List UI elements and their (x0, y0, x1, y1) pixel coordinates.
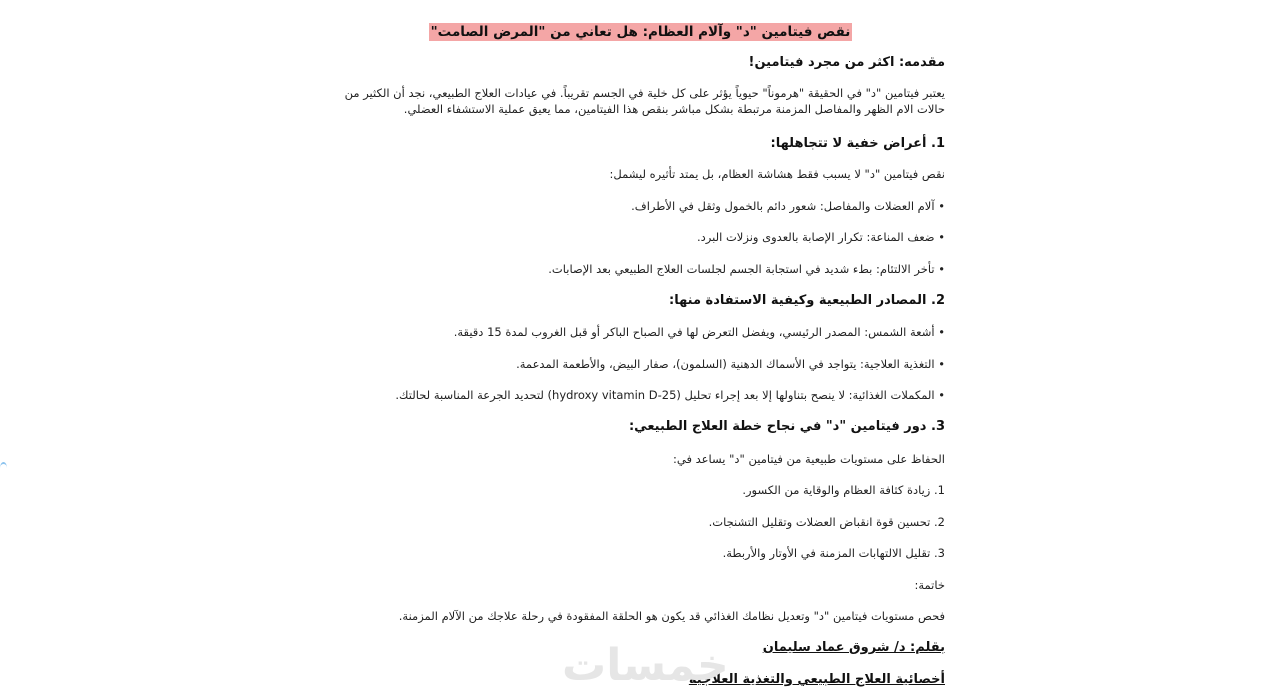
intro-heading: مقدمه: اكثر من مجرد فيتامين! (748, 55, 945, 70)
section2-bullet: • أشعة الشمس: المصدر الرئيسي، ويفضل التعرض لها في الصباح الباكر أو قبل الغروب لمدة 15 دقيقة. (453, 325, 945, 339)
section1-heading: 1. أعراض خفية لا تتجاهلها: (770, 136, 945, 151)
section3-item: 3. تقليل الالتهابات المزمنة في الأوتار والأربطة. (722, 546, 945, 560)
watermark-logo: خمسات (562, 640, 729, 691)
section3-heading: 3. دور فيتامين "د" في نجاح خطة العلاج الطبيعي: (628, 419, 945, 434)
author-role: أخصائية العلاج الطبيعي والتغذية العلاجية (688, 672, 945, 687)
section1-bullet: • ضعف المناعة: تكرار الإصابة بالعدوى ونزلات البرد. (697, 230, 945, 244)
edge-decoration (0, 462, 7, 474)
conclusion-label: خاتمة: (914, 578, 945, 592)
section1-lead: نقص فيتامين "د" لا يسبب فقط هشاشة العظام، بل يمتد تأثيره ليشمل: (609, 167, 945, 181)
title-block (336, 0, 945, 49)
section3-item: 1. زيادة كثافة العظام والوقاية من الكسور. (742, 483, 945, 497)
intro-paragraph: يعتبر فيتامين "د" في الحقيقة "هرموناً" حيوياً يؤثر على كل خلية في الجسم تقريباً. في عيادات العلاج الطبيعي، نجد أن الكثير من حالات الام الظهر والمفاصل المزمنة مرتبطة بشكل مباشر بنقص هذا الفيتامين، مما يعيق عملية الاستشفاء العضلي. (344, 86, 945, 116)
section2-bullet: • التغذية العلاجية: يتواجد في الأسماك الدهنية (السلمون)، صفار البيض، والأطعمة المدعمة. (516, 357, 945, 371)
section3-item: 2. تحسين قوة انقباض العضلات وتقليل التشنجات. (708, 515, 945, 529)
page-title: نقص فيتامين "د" وآلام العظام: هل تعاني من "المرض الصامت" (430, 24, 851, 40)
section1-bullet: • تأخر الالتئام: بطء شديد في استجابة الجسم لجلسات العلاج الطبيعي بعد الإصابات. (548, 262, 945, 276)
section1-bullet: • آلام العضلات والمفاصل: شعور دائم بالخمول وثقل في الأطراف. (631, 199, 945, 213)
author-byline: بقلم: د/ شروق عماد سليمان (762, 640, 945, 655)
section3-lead: الحفاظ على مستويات طبيعية من فيتامين "د" يساعد في: (673, 452, 945, 466)
section2-bullet: • المكملات الغذائية: لا ينصح بتناولها إلا بعد إجراء تحليل (25-hydroxy vitamin D) لتحديد الجرعة المناسبة لحالتك. (395, 388, 945, 402)
section2-heading: 2. المصادر الطبيعية وكيفية الاستفادة منها: (669, 293, 945, 308)
conclusion-text: فحص مستويات فيتامين "د" وتعديل نظامك الغذائي قد يكون هو الحلقة المفقودة في رحلة علاجك من الآلام المزمنة. (398, 609, 945, 623)
